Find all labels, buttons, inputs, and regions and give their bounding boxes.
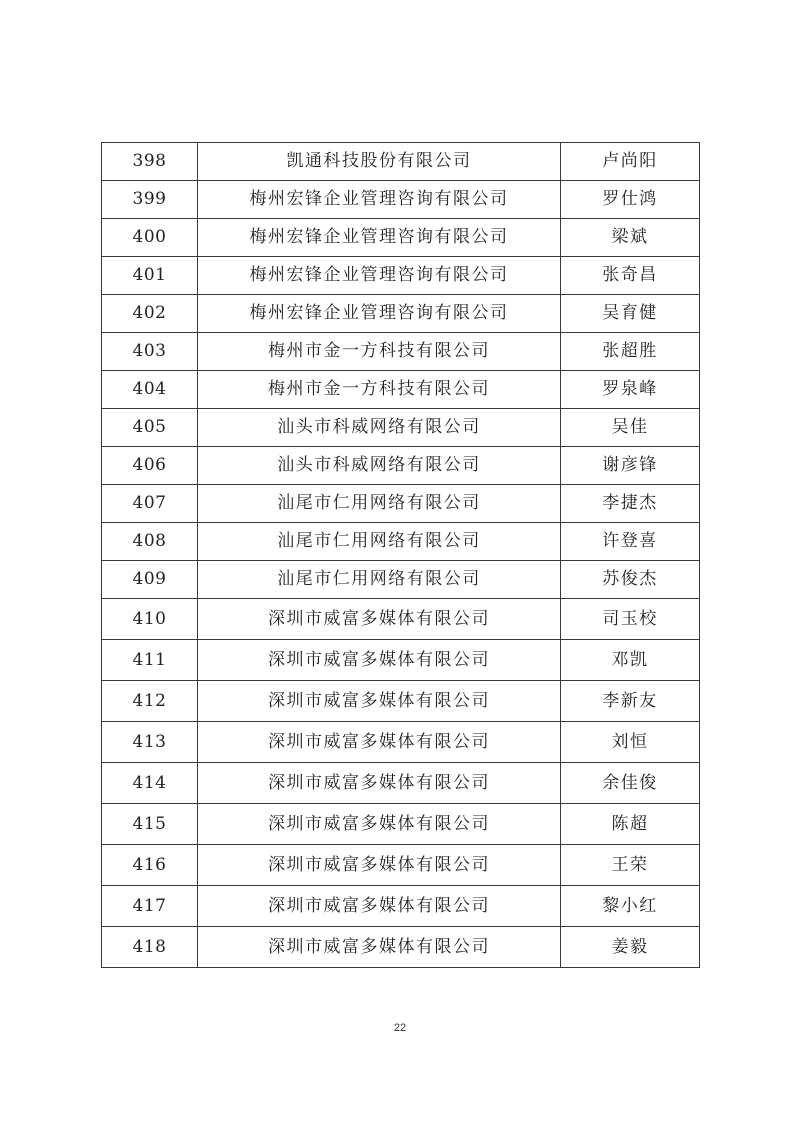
serial-number-cell: 418 (102, 927, 198, 968)
person-name-cell: 陈超 (561, 804, 700, 845)
company-cell: 梅州宏锋企业管理咨询有限公司 (198, 257, 561, 295)
table-row (102, 599, 700, 640)
company-cell: 汕头市科威网络有限公司 (198, 409, 561, 447)
serial-number-cell: 408 (102, 523, 198, 561)
serial-number-cell: 414 (102, 763, 198, 804)
person-name-cell: 刘恒 (561, 722, 700, 763)
company-cell: 梅州宏锋企业管理咨询有限公司 (198, 181, 561, 219)
person-name-cell: 张奇昌 (561, 257, 700, 295)
serial-number-cell: 401 (102, 257, 198, 295)
table-row (102, 927, 700, 968)
serial-number-cell: 398 (102, 143, 198, 181)
company-cell: 凯通科技股份有限公司 (198, 143, 561, 181)
serial-number-cell: 413 (102, 722, 198, 763)
serial-number-cell: 417 (102, 886, 198, 927)
company-cell: 梅州宏锋企业管理咨询有限公司 (198, 295, 561, 333)
company-cell: 汕头市科威网络有限公司 (198, 447, 561, 485)
company-cell: 梅州市金一方科技有限公司 (198, 333, 561, 371)
person-name-cell: 罗仕鸿 (561, 181, 700, 219)
company-cell: 深圳市威富多媒体有限公司 (198, 640, 561, 681)
company-cell: 深圳市威富多媒体有限公司 (198, 886, 561, 927)
person-name-cell: 黎小红 (561, 886, 700, 927)
serial-number-cell: 404 (102, 371, 198, 409)
person-name-cell: 谢彦锋 (561, 447, 700, 485)
table-row (102, 371, 700, 409)
company-cell: 汕尾市仁用网络有限公司 (198, 561, 561, 599)
person-name-cell: 罗泉峰 (561, 371, 700, 409)
person-name-cell: 吴育健 (561, 295, 700, 333)
company-cell: 深圳市威富多媒体有限公司 (198, 681, 561, 722)
table-row (102, 561, 700, 599)
serial-number-cell: 403 (102, 333, 198, 371)
serial-number-cell: 402 (102, 295, 198, 333)
table-row (102, 845, 700, 886)
person-name-cell: 李新友 (561, 681, 700, 722)
serial-number-cell: 412 (102, 681, 198, 722)
table-row (102, 257, 700, 295)
table-row (102, 722, 700, 763)
table-row (102, 763, 700, 804)
table-row (102, 523, 700, 561)
person-name-cell: 张超胜 (561, 333, 700, 371)
table-row (102, 409, 700, 447)
serial-number-cell: 406 (102, 447, 198, 485)
serial-number-cell: 400 (102, 219, 198, 257)
person-name-cell: 苏俊杰 (561, 561, 700, 599)
company-cell: 梅州市金一方科技有限公司 (198, 371, 561, 409)
person-name-cell: 李捷杰 (561, 485, 700, 523)
company-cell: 梅州宏锋企业管理咨询有限公司 (198, 219, 561, 257)
person-name-cell: 邓凯 (561, 640, 700, 681)
serial-number-cell: 405 (102, 409, 198, 447)
serial-number-cell: 410 (102, 599, 198, 640)
serial-number-cell: 399 (102, 181, 198, 219)
serial-number-cell: 415 (102, 804, 198, 845)
serial-number-cell: 416 (102, 845, 198, 886)
person-name-cell: 许登喜 (561, 523, 700, 561)
table-row (102, 804, 700, 845)
table-row (102, 295, 700, 333)
company-cell: 汕尾市仁用网络有限公司 (198, 485, 561, 523)
serial-number-cell: 409 (102, 561, 198, 599)
company-cell: 深圳市威富多媒体有限公司 (198, 763, 561, 804)
roster-table (101, 142, 700, 968)
company-cell: 深圳市威富多媒体有限公司 (198, 804, 561, 845)
person-name-cell: 梁斌 (561, 219, 700, 257)
company-cell: 汕尾市仁用网络有限公司 (198, 523, 561, 561)
table-row (102, 219, 700, 257)
person-name-cell: 王荣 (561, 845, 700, 886)
serial-number-cell: 411 (102, 640, 198, 681)
company-cell: 深圳市威富多媒体有限公司 (198, 845, 561, 886)
company-cell: 深圳市威富多媒体有限公司 (198, 599, 561, 640)
person-name-cell: 姜毅 (561, 927, 700, 968)
person-name-cell: 卢尚阳 (561, 143, 700, 181)
table-row (102, 143, 700, 181)
table-row (102, 485, 700, 523)
table-row (102, 640, 700, 681)
table-row (102, 886, 700, 927)
table-row (102, 681, 700, 722)
table-row (102, 333, 700, 371)
company-cell: 深圳市威富多媒体有限公司 (198, 927, 561, 968)
page-number: 22 (393, 1022, 407, 1034)
company-cell: 深圳市威富多媒体有限公司 (198, 722, 561, 763)
table-row (102, 181, 700, 219)
serial-number-cell: 407 (102, 485, 198, 523)
person-name-cell: 吴佳 (561, 409, 700, 447)
table-row (102, 447, 700, 485)
person-name-cell: 余佳俊 (561, 763, 700, 804)
person-name-cell: 司玉校 (561, 599, 700, 640)
